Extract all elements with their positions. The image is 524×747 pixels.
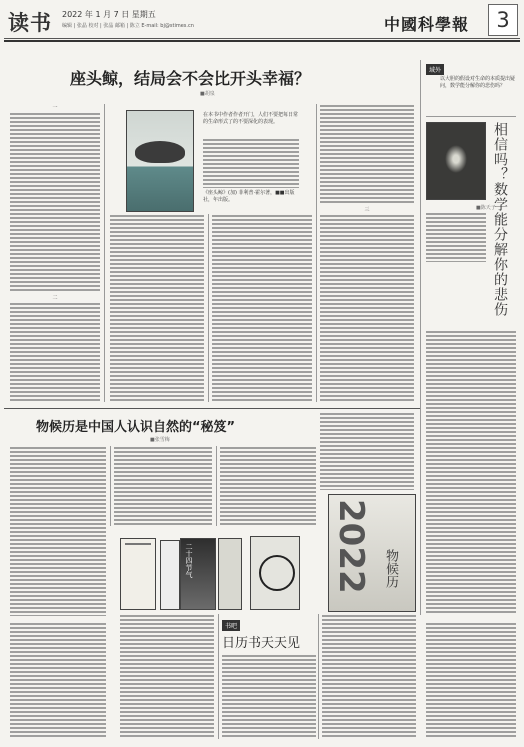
- dateline: 2022 年 1 月 7 日 星期五: [62, 10, 156, 19]
- article3-kicker: 书吧: [222, 620, 240, 631]
- article1-byline: ■胡泉: [200, 91, 215, 97]
- phenology-calendar-cover: [328, 494, 416, 612]
- calendar-face-image: [250, 536, 300, 610]
- section-name: 读书: [8, 11, 52, 35]
- article1-pull-quote: 在本书中作者作者开门，人们不要把每日常的生命形式了的不要深化的表现。: [203, 112, 299, 125]
- sidebar-headline: 相信吗？数学能分解你的悲伤: [492, 122, 508, 317]
- column-divider: [316, 104, 317, 402]
- article2-text-col-5: [10, 622, 106, 739]
- column-divider: [218, 614, 219, 739]
- article2-headline: 物候历是中国人认识自然的“秘笈”: [36, 420, 236, 435]
- pull-quote-body: [203, 138, 299, 188]
- calendar-box-title: 二十四节气: [185, 543, 193, 578]
- column-divider: [110, 446, 111, 526]
- article2-byline: ■张雪梅: [150, 437, 170, 443]
- calendar-box-image: [180, 538, 216, 610]
- article1-book-info: 《座头鲸》(加) 菲利普·霍尔著，■■出版社，年出版。: [203, 190, 295, 203]
- calendar-title: 物候历: [383, 549, 398, 588]
- article1-headline: 座头鲸，结局会不会比开头幸福？: [70, 69, 311, 88]
- article2-text-col-2: [114, 446, 212, 526]
- column-divider: [208, 214, 209, 402]
- calendar-binding: [125, 543, 151, 545]
- section-mark-2: 二: [52, 295, 58, 301]
- column-divider: [216, 446, 217, 526]
- article2-rule: [4, 408, 420, 409]
- article2-text-col-1: [10, 446, 106, 616]
- masthead-rule-thick: [4, 40, 520, 42]
- section-mark-1: 一: [52, 105, 58, 111]
- cover-art: [445, 145, 467, 173]
- article1-text-col-4b: [320, 214, 414, 402]
- article1-text-col-1b: [10, 302, 100, 402]
- sidebar-kicker: 域外: [426, 64, 444, 75]
- article3-text-col-3: [322, 614, 416, 739]
- calendar-spine-image: [160, 540, 180, 610]
- whale-illustration: [135, 141, 185, 163]
- article1-text-col-1a: [10, 112, 100, 292]
- article1-text-col-3: [212, 214, 312, 402]
- sidebar-divider: [420, 60, 421, 615]
- column-divider: [318, 614, 319, 739]
- masthead-rule: [4, 38, 520, 39]
- sidebar-book-cover: [426, 122, 486, 200]
- article2-text-col-3: [220, 446, 316, 526]
- article1-text-col-2: [110, 214, 204, 402]
- column-divider: [104, 104, 105, 402]
- sidebar-rule: [426, 116, 516, 117]
- face-illustration: [259, 555, 295, 591]
- calendar-year: 2022: [331, 499, 371, 594]
- editor-credits: 编辑 | 张晶 校对 | 张晶 邮箱 | 陈立 E-mail: bj@stimes.cn: [62, 23, 194, 29]
- article3-headline: 日历书天天见: [222, 636, 301, 651]
- book-cover-image: [126, 110, 194, 212]
- page-number: 3: [488, 4, 518, 36]
- sidebar-text-b: [426, 330, 516, 615]
- section-mark-3: 三: [364, 207, 370, 213]
- sidebar-kicker-text: 以大胆的假设对生命的本质提出疑问，数学能分解你的悲伤吗？: [440, 76, 516, 89]
- sidebar-text-a: [426, 212, 486, 262]
- paper-name: 中國科學報: [384, 15, 470, 34]
- sidebar-byline: ■陈天子: [476, 205, 496, 211]
- desk-calendar-image: [120, 538, 156, 610]
- calendar-book-image: [218, 538, 242, 610]
- sidebar-text-c: [426, 622, 516, 739]
- article3-text-col-2: [222, 654, 316, 739]
- article2-text-col-4: [320, 412, 414, 490]
- article1-text-col-4a: [320, 104, 414, 204]
- article3-text-col-1: [120, 614, 214, 739]
